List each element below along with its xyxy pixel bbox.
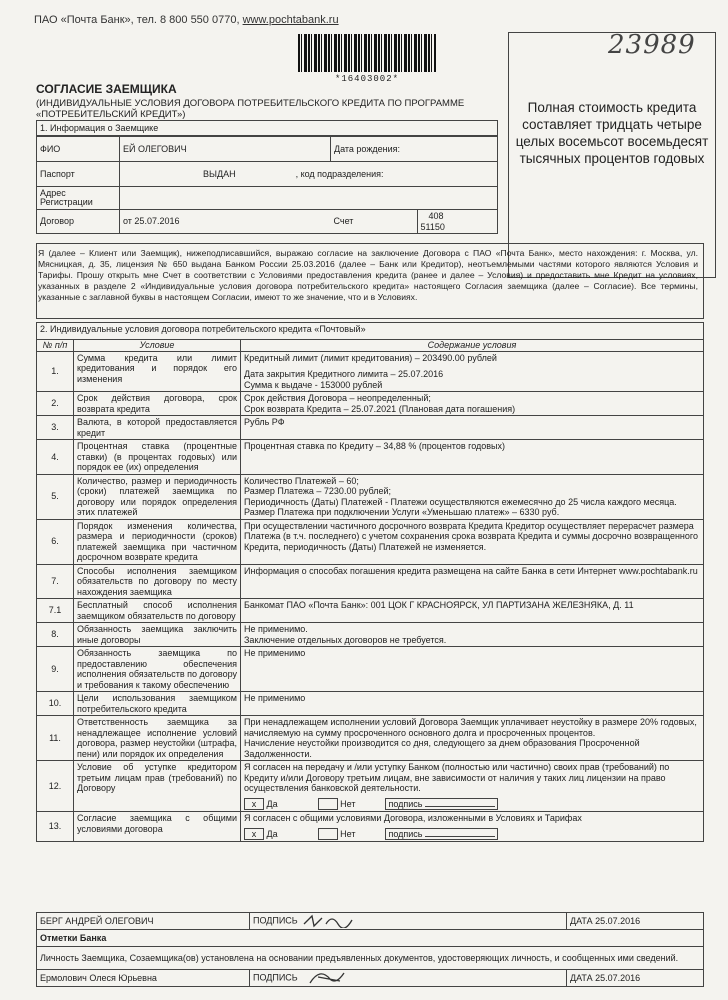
consent-yes-checkbox[interactable]: x	[244, 828, 264, 840]
condition-content	[241, 416, 704, 440]
consent-sign-field[interactable]: подпись	[385, 798, 498, 810]
section2-title: 2. Индивидуальные условия договора потребительского кредита «Почтовый»	[37, 323, 704, 340]
condition-content-line: Заключение отдельных договоров не требуется.	[244, 634, 447, 645]
condition-row	[37, 519, 704, 564]
condition-row	[37, 599, 704, 623]
employee-signature-field[interactable]: ПОДПИСЬ	[250, 970, 567, 987]
condition-number: 8.	[37, 623, 74, 647]
condition-content	[241, 692, 704, 716]
barcode-number: *16403002*	[334, 74, 399, 84]
condition-label: Обязанность заемщика заключить иные договоры	[74, 623, 241, 647]
condition-content-line: Банкомат ПАО «Почта Банк»: 001 ЦОК Г КРАСНОЯРСК, УЛ ПАРТИЗАНА ЖЕЛЕЗНЯКА, Д. 11	[244, 600, 634, 610]
consent-no-checkbox[interactable]	[318, 798, 338, 810]
condition-label: Порядок изменения количества, размера и периодичности (сроков) платежей заемщика при частичном досрочном возврате кредита	[74, 519, 241, 564]
condition-row	[37, 716, 704, 761]
consent-yes-checkbox[interactable]: x	[244, 798, 264, 810]
consent-choice-line	[244, 796, 700, 811]
borrower-info-section	[36, 120, 498, 136]
condition-content-line: Периодичность (Даты) Платежей - Платежи осуществляются ежемесячно до 25 числа каждого месяца.	[244, 496, 677, 507]
condition-number: 10.	[37, 692, 74, 716]
fio-label: ФИО	[37, 137, 120, 162]
condition-content-line: При осуществлении частичного досрочного возврата Кредита Кредитор осуществляет перерасчет размера Платежа (в т.ч. последнего) с учетом сохранения срока возврата Кредита и суммы досрочно возвращенного Кредита, периодичность (Даты) Платежей не изменяется.	[244, 520, 698, 552]
bank-marks-title: Отметки Банка	[37, 930, 704, 947]
condition-row	[37, 392, 704, 416]
document-title: СОГЛАСИЕ ЗАЕМЩИКА	[36, 82, 177, 96]
condition-content	[241, 761, 704, 812]
condition-content-line: Кредитный лимит (лимит кредитования) – 203490.00 рублей	[244, 352, 497, 363]
condition-content-line: Срок возврата Кредита – 25.07.2021 (Плановая дата погашения)	[244, 403, 516, 414]
condition-content	[241, 716, 704, 761]
dob-label: Дата рождения:	[331, 137, 418, 162]
condition-content	[241, 564, 704, 599]
condition-label: Ответственность заемщика за ненадлежащее исполнение условий договора, размер неустойки (штрафа, пени) или порядок их определения	[74, 716, 241, 761]
section1-title: 1. Информация о Заемщике	[37, 121, 498, 136]
condition-content-line: Количество Платежей – 60;	[244, 475, 359, 486]
condition-content	[241, 647, 704, 692]
condition-label: Бесплатный способ исполнения заемщиком обязательств по договору	[74, 599, 241, 623]
condition-number: 1.	[37, 351, 74, 392]
condition-content	[241, 440, 704, 475]
condition-content-line: Информация о способах погашения кредита размещена на сайте Банка в сети Интернет www.pochtabank.ru	[244, 565, 698, 576]
borrower-info-table	[36, 136, 498, 234]
borrower-signature-scribble	[300, 914, 360, 928]
condition-content-line: Сумма к выдаче - 153000 рублей	[244, 379, 383, 390]
condition-number: 12.	[37, 761, 74, 812]
condition-content-line: Не применимо	[244, 648, 306, 658]
borrower-sign-date: ДАТА 25.07.2016	[567, 913, 704, 930]
bank-contact-line: ПАО «Почта Банк», тел. 8 800 550 0770,	[34, 14, 240, 26]
passport-label: Паспорт	[37, 162, 120, 187]
total-cost-text: Полная стоимость кредита составляет тридцать четыре целых восемьсот восемьдесят тысячных процентов годовых	[515, 100, 709, 166]
condition-number: 7.1	[37, 599, 74, 623]
condition-row	[37, 692, 704, 716]
condition-content-line: Я согласен с общими условиями Договора, изложенными в Условиях и Тарифах	[244, 813, 582, 824]
condition-row	[37, 564, 704, 599]
consent-choice-line	[244, 826, 700, 841]
condition-content-line: Я согласен на передачу и /или уступку Банком (полностью или частично) своих прав (требований) по Кредиту и/или Договору третьим лицам, вне зависимости от наличия у таких лиц лицензии на право осуществления банковской деятельности.	[244, 762, 670, 793]
condition-content-line: При ненадлежащем исполнении условий Договора Заемщик уплачивает неустойку в размере 20% годовых, начисляемую на сумму просроченного основного долга и просроченных процентов.	[244, 717, 697, 738]
condition-number: 4.	[37, 440, 74, 475]
condition-content-line: Размер Платежа при подключении Услуги «Уменьшаю платеж» – 6330 руб.	[244, 507, 560, 517]
handwritten-number: 23989	[608, 30, 696, 60]
condition-content-line: Не применимо.	[244, 624, 308, 634]
condition-row	[37, 761, 704, 812]
condition-content-line: Не применимо	[244, 693, 306, 703]
condition-row	[37, 416, 704, 440]
condition-label: Согласие заемщика с общими условиями договора	[74, 812, 241, 842]
condition-number: 9.	[37, 647, 74, 692]
borrower-signature-field[interactable]: ПОДПИСЬ	[250, 913, 567, 930]
signature-footer	[36, 912, 704, 987]
condition-content-line: Рубль РФ	[244, 417, 285, 427]
account-label: Счет	[331, 210, 418, 234]
condition-content-line: Дата закрытия Кредитного лимита – 25.07.2016	[244, 369, 444, 379]
address-label: Адрес Регистрации	[37, 187, 120, 210]
consent-yes-label: Да	[266, 798, 278, 809]
col-header-content: Содержание условия	[241, 340, 704, 352]
condition-label: Срок действия договора, срок возврата кредита	[74, 392, 241, 416]
condition-content-line: Начисление неустойки производится со дня, следующего за днем образования Просроченной Задолженности.	[244, 738, 640, 759]
condition-label: Условие об уступке кредитором третьим лицам прав (требований) по Договору	[74, 761, 241, 812]
condition-content	[241, 351, 704, 392]
document-subtitle: (ИНДИВИДУАЛЬНЫЕ УСЛОВИЯ ДОГОВОРА ПОТРЕБИТЕЛЬСКОГО КРЕДИТА ПО ПРОГРАММЕ «ПОТРЕБИТЕЛЬСКИЙ КРЕДИТ»)	[36, 98, 465, 120]
condition-label: Количество, размер и периодичность (сроки) платежей заемщика по договору или порядок определения этих платежей	[74, 474, 241, 519]
dob-value	[417, 137, 498, 162]
condition-content	[241, 474, 704, 519]
condition-content-line: Процентная ставка по Кредиту – 34,88 % (процентов годовых)	[244, 441, 506, 451]
identity-text: Личность Заемщика, Созаемщика(ов) установлена на основании предъявленных документов, удостоверяющих личность, и сообщенных ими сведений.	[37, 947, 704, 970]
condition-row	[37, 440, 704, 475]
bank-website-link[interactable]: www.pochtabank.ru	[242, 14, 339, 26]
condition-label: Обязанность заемщика по предоставлению обеспечения исполнения обязательств по договору и требования к такому обеспечению	[74, 647, 241, 692]
condition-row	[37, 474, 704, 519]
condition-row	[37, 812, 704, 842]
employee-signature-scribble	[300, 971, 360, 985]
condition-content-line: Размер Платежа – 7230.00 рублей;	[244, 486, 391, 496]
bank-header	[34, 14, 339, 26]
condition-content-line: Срок действия Договора – неопределенный;	[244, 393, 431, 403]
borrower-name: БЕРГ АНДРЕЙ ОЛЕГОВИЧ	[37, 913, 250, 930]
barcode	[298, 34, 436, 72]
loan-conditions-section	[36, 322, 704, 842]
employee-sign-date: ДАТА 25.07.2016	[567, 970, 704, 987]
condition-number: 7.	[37, 564, 74, 599]
condition-label: Способы исполнения заемщиком обязательств по договору по месту нахождения заемщика	[74, 564, 241, 599]
col-header-num: № п/п	[37, 340, 74, 352]
condition-content	[241, 392, 704, 416]
consent-yes-label: Да	[266, 828, 278, 839]
condition-row	[37, 351, 704, 392]
condition-number: 13.	[37, 812, 74, 842]
contract-label: Договор	[37, 210, 120, 234]
preamble-text: Я (далее – Клиент или Заемщик), нижеподписавшийся, выражаю согласие на заключение Договора с ПАО «Почта Банк», место нахождения: г. Москва, ул. Мясницкая, д. 35, лицензия № 650 выдана Банком России 25.03.2016 (далее – Банк или Кредитор), неотъемлемыми частями которого являются Условия и Тарифы. Прошу открыть мне Счет в соответствии с Условиями предоставления кредита (ранее и далее – Условия) и предоставить мне Кредит на условиях, указанных в разделе 2 «Индивидуальные условия договора потребительского кредита» настоящего Согласия заемщика (далее – Согласие). Все термины, указанные с заглавной буквы в настоящем Согласии, имеют то же значение, что и в Условиях.	[38, 248, 698, 302]
condition-content	[241, 599, 704, 623]
employee-name: Ермолович Олеся Юрьевна	[37, 970, 250, 987]
fio-value: ЕЙ ОЛЕГОВИЧ	[120, 137, 331, 162]
account-value: 40851150	[417, 210, 498, 234]
condition-number: 2.	[37, 392, 74, 416]
consent-no-label: Нет	[340, 828, 356, 839]
condition-label: Процентная ставка (процентные ставки) (в процентах годовых) или порядок ее (их) определения	[74, 440, 241, 475]
condition-content	[241, 519, 704, 564]
condition-number: 3.	[37, 416, 74, 440]
condition-content	[241, 623, 704, 647]
condition-number: 11.	[37, 716, 74, 761]
condition-label: Цели использования заемщиком потребительского кредита	[74, 692, 241, 716]
consent-sign-field[interactable]: подпись	[385, 828, 498, 840]
col-header-condition: Условие	[74, 340, 241, 352]
condition-label: Валюта, в которой предоставляется кредит	[74, 416, 241, 440]
consent-no-label: Нет	[340, 798, 356, 809]
passport-value: ВЫДАН , код подразделения:	[120, 162, 498, 187]
condition-row	[37, 623, 704, 647]
address-value	[120, 187, 498, 210]
total-cost-box	[508, 32, 716, 278]
condition-number: 6.	[37, 519, 74, 564]
condition-content	[241, 812, 704, 842]
contract-value: от 25.07.2016	[120, 210, 331, 234]
consent-no-checkbox[interactable]	[318, 828, 338, 840]
condition-label: Сумма кредита или лимит кредитования и порядок его изменения	[74, 351, 241, 392]
condition-number: 5.	[37, 474, 74, 519]
condition-row	[37, 647, 704, 692]
